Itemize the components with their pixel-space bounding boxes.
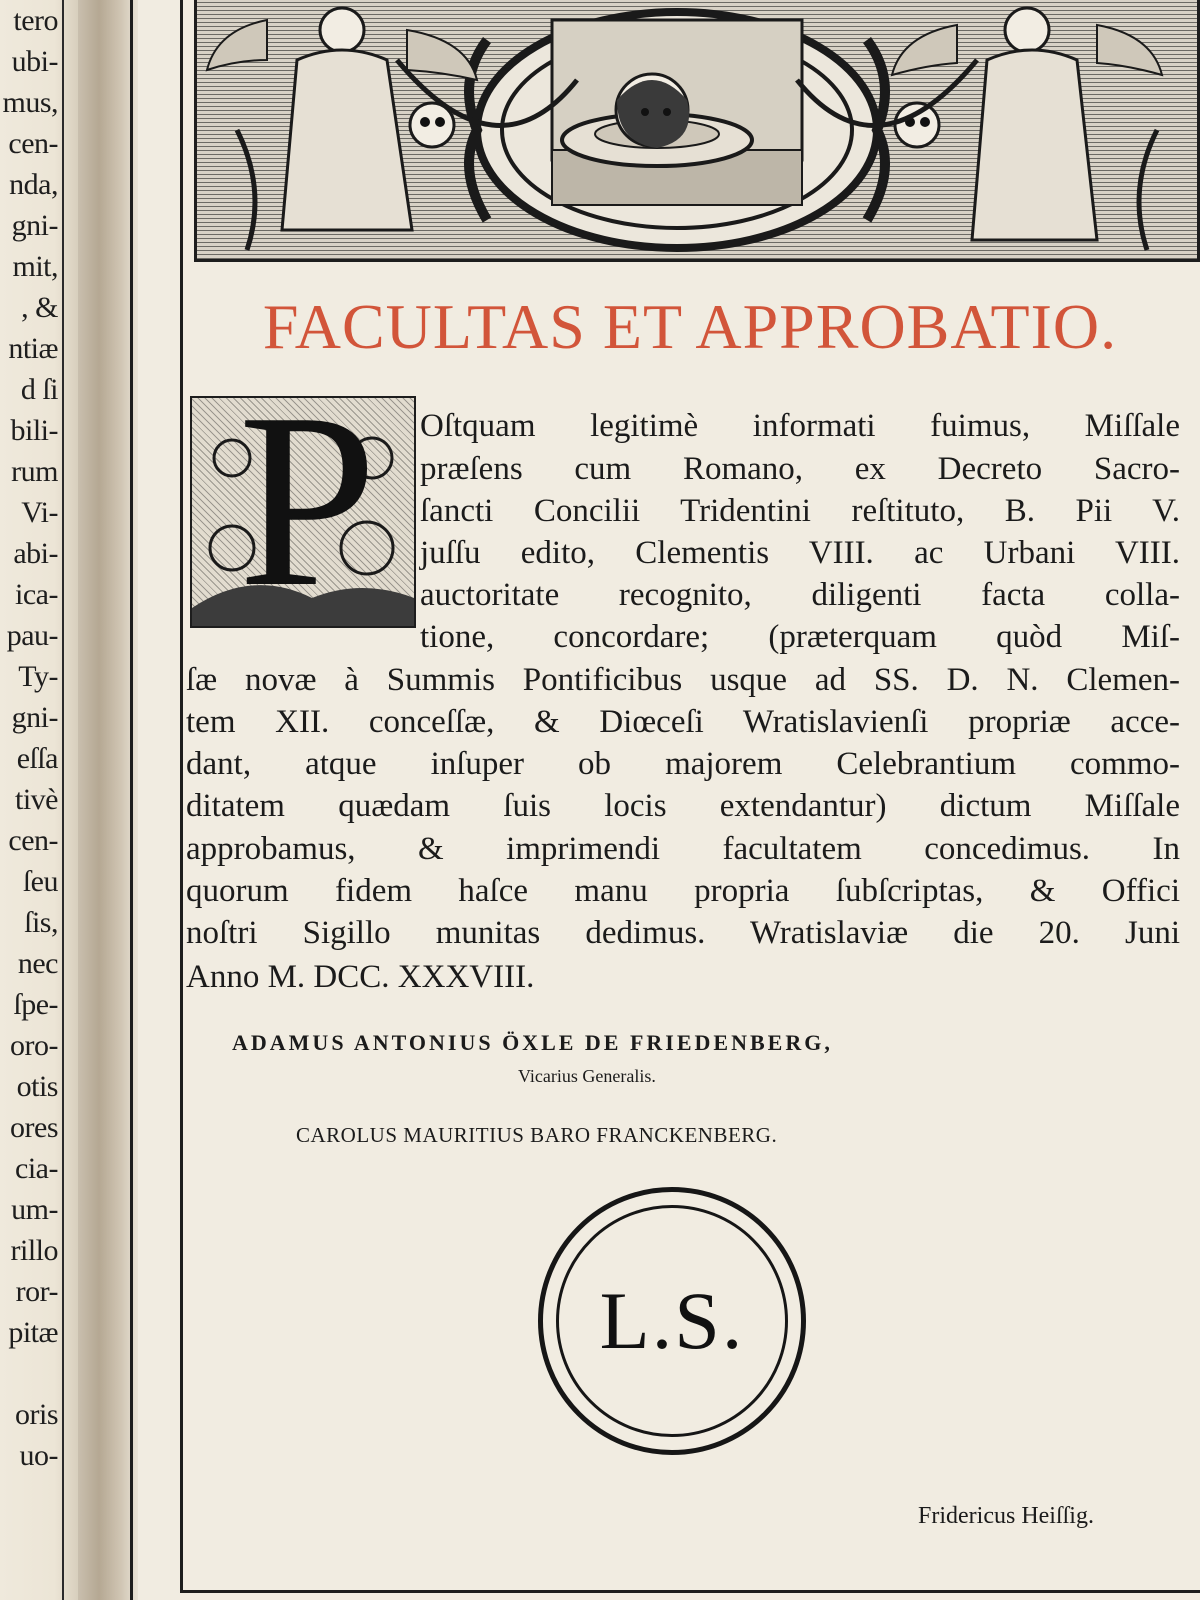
left-page-line: pau- bbox=[6, 619, 58, 652]
left-page-line: cen- bbox=[8, 127, 58, 160]
floral-woodcut-initial-icon bbox=[190, 396, 416, 628]
engraved-vignette-angels-head-on-platter-icon bbox=[194, 0, 1200, 262]
text-line: dant, atque inſuper ob majorem Celebrantium commo- bbox=[186, 746, 1180, 782]
printer-name: Fridericus Heiſſig. bbox=[918, 1503, 1094, 1529]
text-line: tem XII. conceſſæ, & Diœceſi Wratislavienſi propriæ acce- bbox=[186, 704, 1180, 740]
text-line: Anno M. DCC. XXXVIII. bbox=[186, 959, 535, 995]
first-signatory-name: ADAMUS ANTONIUS ÖXLE DE FRIEDENBERG, bbox=[232, 1030, 833, 1055]
page-outer-rule bbox=[130, 0, 133, 1600]
left-page-line: ror- bbox=[15, 1275, 58, 1308]
text-line: juſſu edito, Clementis VIII. ac Urbani VIII. bbox=[420, 535, 1180, 571]
seal-inner-ring bbox=[556, 1205, 788, 1437]
left-page-line: bili- bbox=[10, 414, 58, 447]
left-page-line: , & bbox=[21, 291, 58, 324]
left-page-line: rum bbox=[11, 455, 58, 488]
left-page-line: cen- bbox=[8, 824, 58, 857]
left-page-line: ubi- bbox=[11, 45, 58, 78]
text-line: tione, concordare; (præterquam quòd Miſ- bbox=[420, 619, 1180, 655]
text-line: ditatem quædam ſuis locis extendantur) dictum Miſſale bbox=[186, 788, 1180, 824]
left-page-line: rillo bbox=[10, 1234, 58, 1267]
left-page-line: um- bbox=[11, 1193, 58, 1226]
page-title: FACULTAS ET APPROBATIO. bbox=[262, 291, 1118, 362]
left-page-line: ſeu bbox=[22, 865, 58, 898]
left-page-line: nda, bbox=[9, 168, 58, 201]
left-page-line: mit, bbox=[12, 250, 58, 283]
left-page-line: oris bbox=[15, 1398, 58, 1431]
left-page-line: pitæ bbox=[8, 1316, 58, 1349]
left-page-line: uo- bbox=[19, 1439, 58, 1472]
text-line: ſæ novæ à Summis Pontificibus usque ad SS. D. N. Clemen- bbox=[186, 662, 1180, 698]
left-page-line bbox=[0, 1353, 60, 1394]
left-page-line: otis bbox=[16, 1070, 58, 1103]
left-page-line: Ty- bbox=[18, 660, 58, 693]
text-line: præſens cum Romano, ex Decreto Sacro- bbox=[420, 451, 1180, 487]
left-page-line: tero bbox=[13, 4, 58, 37]
text-line: ſancti Concilii Tridentini reſtituto, B. Pii V. bbox=[420, 493, 1180, 529]
left-page-line: gni- bbox=[11, 701, 58, 734]
left-page-line: oro- bbox=[10, 1029, 58, 1062]
dropcap-letter: P bbox=[238, 396, 378, 628]
seal bbox=[538, 1187, 806, 1455]
left-page-line: cia- bbox=[15, 1152, 58, 1185]
text-line: approbamus, & imprimendi facultatem concedimus. In bbox=[186, 831, 1180, 867]
left-page-line: ſpe- bbox=[13, 988, 58, 1021]
left-page-text-column bbox=[0, 0, 60, 1476]
left-page-line: tivè bbox=[15, 783, 58, 816]
left-page-line: ntiæ bbox=[8, 332, 58, 365]
book-gutter bbox=[78, 0, 138, 1600]
left-page-line: eſſa bbox=[16, 742, 58, 775]
left-page-line: d ſi bbox=[20, 373, 58, 406]
text-line: quorum fidem haſce manu propria ſubſcriptas, & Offici bbox=[186, 873, 1180, 909]
left-page-line: ica- bbox=[15, 578, 58, 611]
left-page-line: nec bbox=[17, 947, 58, 980]
seal-text: L.S. bbox=[599, 1275, 745, 1366]
left-page-line: ores bbox=[10, 1111, 58, 1144]
second-signatory-name: CAROLUS MAURITIUS BARO FRANCKENBERG. bbox=[296, 1123, 778, 1147]
first-signatory-title: Vicarius Generalis. bbox=[518, 1066, 656, 1086]
text-line: Oſtquam legitimè informati fuimus, Miſſale bbox=[420, 408, 1180, 444]
text-line: auctoritate recognito, diligenti facta colla- bbox=[420, 577, 1180, 613]
left-page-line: ſis, bbox=[24, 906, 58, 939]
left-page-line: mus, bbox=[2, 86, 58, 119]
left-facing-page bbox=[0, 0, 78, 1600]
left-page-line: abi- bbox=[13, 537, 58, 570]
left-page-line: Vi- bbox=[21, 496, 58, 529]
text-line: noſtri Sigillo munitas dedimus. Wratislaviæ die 20. Juni bbox=[186, 915, 1180, 951]
left-page-rule bbox=[62, 0, 64, 1600]
left-page-line: gni- bbox=[11, 209, 58, 242]
